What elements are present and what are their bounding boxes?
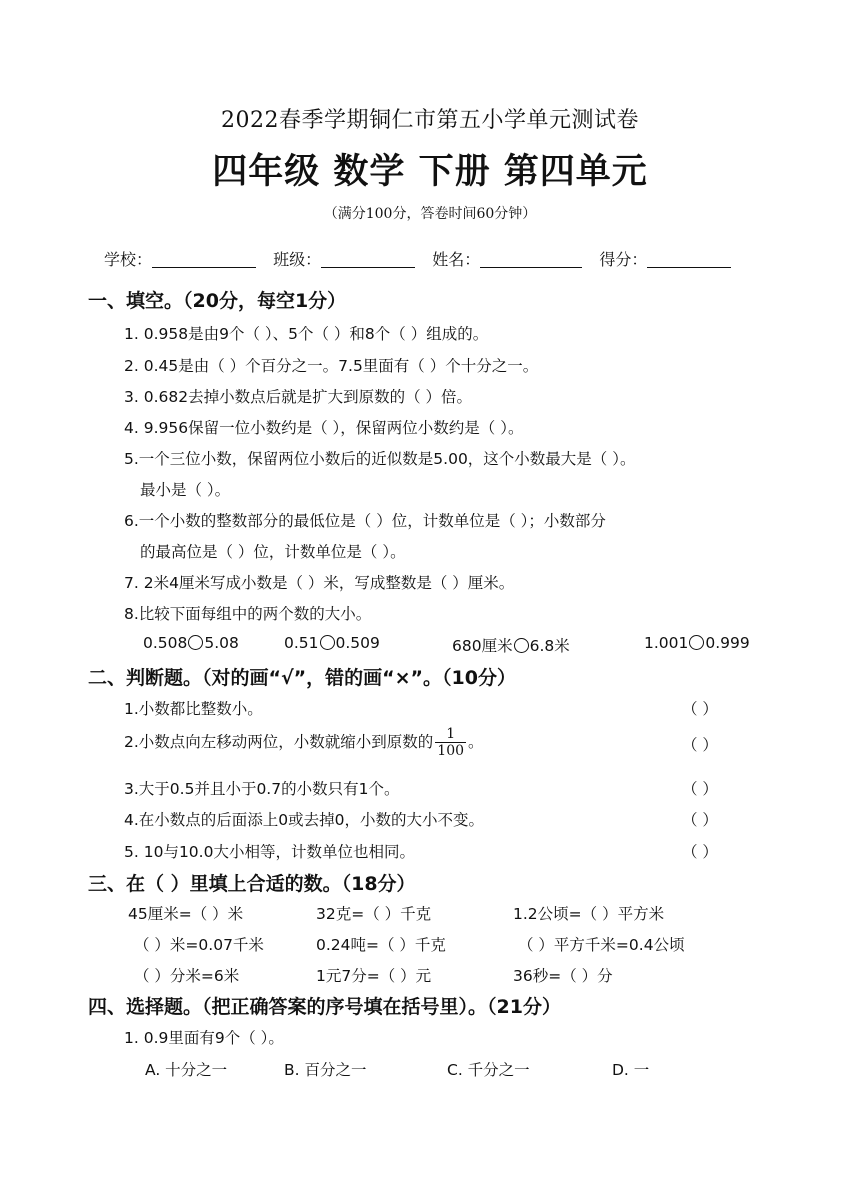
choice-option[interactable]: D. 一 (612, 1061, 650, 1079)
compare-circle-icon[interactable] (689, 635, 704, 650)
s3-item: 45厘米=（ ）米 (128, 905, 244, 923)
s3-item: 0.24吨=（ ）千克 (316, 936, 446, 954)
section-3-title: 三、在（ ）里填上合适的数。（18分） (88, 873, 416, 895)
score-blank[interactable] (647, 251, 731, 268)
sub-title: （满分100分，答卷时间60分钟） (323, 206, 537, 222)
s1-question-4: 4. 9.956保留一位小数约是（ ），保留两位小数约是（ ）。 (124, 419, 524, 437)
s1-question-6b: 的最高位是（ ）位，计数单位是（ ）。 (140, 543, 406, 561)
score-label: 得分： (599, 250, 648, 269)
compare-circle-icon[interactable] (320, 635, 335, 650)
compare-right: 6.8米 (529, 637, 570, 655)
s3-item: （ ）分米=6米 (134, 967, 240, 985)
s1-question-3: 3. 0.682去掉小数点后就是扩大到原数的（ ）倍。 (124, 388, 473, 406)
compare-right: 5.08 (204, 634, 239, 652)
s1-question-7: 7. 2米4厘米写成小数是（ ）米，写成整数是（ ）厘米。 (124, 574, 515, 592)
answer-paren[interactable]: （ ） (682, 736, 718, 754)
answer-paren[interactable]: （ ） (682, 780, 718, 798)
compare-item (143, 634, 239, 652)
compare-right: 0.509 (335, 634, 380, 652)
s3-item: 1.2公顷=（ ）平方米 (513, 905, 665, 923)
name-label: 姓名： (432, 250, 481, 269)
s2-question-3: 3.大于0.5并且小于0.7的小数只有1个。 (124, 780, 400, 798)
fraction-numerator: 1 (435, 726, 466, 743)
compare-left: 680厘米 (452, 637, 513, 655)
school-blank[interactable] (152, 251, 256, 268)
s3-item: 36秒=（ ）分 (513, 967, 613, 985)
section-4-title: 四、选择题。（把正确答案的序号填在括号里）。（21分） (88, 996, 561, 1018)
main-title: 四年级 数学 下册 第四单元 (212, 152, 648, 192)
s1-question-6a: 6.一个小数的整数部分的最低位是（ ）位，计数单位是（ ）；小数部分 (124, 512, 606, 530)
s2-question-4: 4.在小数点的后面添上0或去掉0，小数的大小不变。 (124, 811, 485, 829)
s2-question-5: 5. 10与10.0大小相等，计数单位也相同。 (124, 843, 415, 861)
fraction (435, 726, 466, 759)
class-label: 班级： (273, 250, 322, 269)
name-blank[interactable] (480, 251, 582, 268)
choice-option[interactable]: B. 百分之一 (284, 1061, 367, 1079)
compare-item (284, 634, 380, 652)
compare-left: 0.51 (284, 634, 319, 652)
compare-left: 1.001 (644, 634, 689, 652)
answer-paren[interactable]: （ ） (682, 843, 718, 861)
s4-question-1: 1. 0.9里面有9个（ ）。 (124, 1029, 284, 1047)
compare-left: 0.508 (143, 634, 188, 652)
s3-item: （ ）米=0.07千米 (134, 936, 264, 954)
choice-option[interactable]: C. 千分之一 (447, 1061, 530, 1079)
s2-question-2-end: 。 (468, 733, 484, 751)
section-1-title: 一、填空。（20分，每空1分） (88, 290, 347, 312)
class-blank[interactable] (321, 251, 415, 268)
compare-item (644, 634, 750, 652)
s1-question-2: 2. 0.45是由（ ）个百分之一。7.5里面有（ ）个十分之一。 (124, 357, 539, 375)
s3-item: （ ）平方千米=0.4公顷 (518, 936, 685, 954)
compare-item (452, 634, 570, 656)
compare-circle-icon[interactable] (514, 638, 529, 653)
s1-question-5a: 5.一个三位小数，保留两位小数后的近似数是5.00，这个小数最大是（ ）。 (124, 450, 636, 468)
s2-question-1: 1.小数都比整数小。 (124, 700, 263, 718)
answer-paren[interactable]: （ ） (682, 700, 718, 718)
s1-question-8: 8.比较下面每组中的两个数的大小。 (124, 605, 372, 623)
answer-paren[interactable]: （ ） (682, 811, 718, 829)
student-info-row (104, 247, 743, 270)
choice-option[interactable]: A. 十分之一 (145, 1061, 228, 1079)
s1-question-5b: 最小是（ ）。 (140, 481, 231, 499)
school-title: 2022春季学期铜仁市第五小学单元测试卷 (221, 108, 639, 133)
section-2-title: 二、判断题。（对的画“√”，错的画“×”。（10分） (88, 667, 516, 689)
s3-item: 32克=（ ）千克 (316, 905, 432, 923)
s3-item: 1元7分=（ ）元 (316, 967, 432, 985)
school-label: 学校： (104, 250, 153, 269)
compare-circle-icon[interactable] (188, 635, 203, 650)
s1-question-1: 1. 0.958是由9个（ ）、5个（ ）和8个（ ）组成的。 (124, 325, 489, 343)
s2-question-2 (124, 726, 484, 759)
s2-question-2-text: 2.小数点向左移动两位，小数就缩小到原数的 (124, 733, 434, 751)
fraction-denominator: 100 (437, 743, 465, 759)
compare-right: 0.999 (705, 634, 750, 652)
